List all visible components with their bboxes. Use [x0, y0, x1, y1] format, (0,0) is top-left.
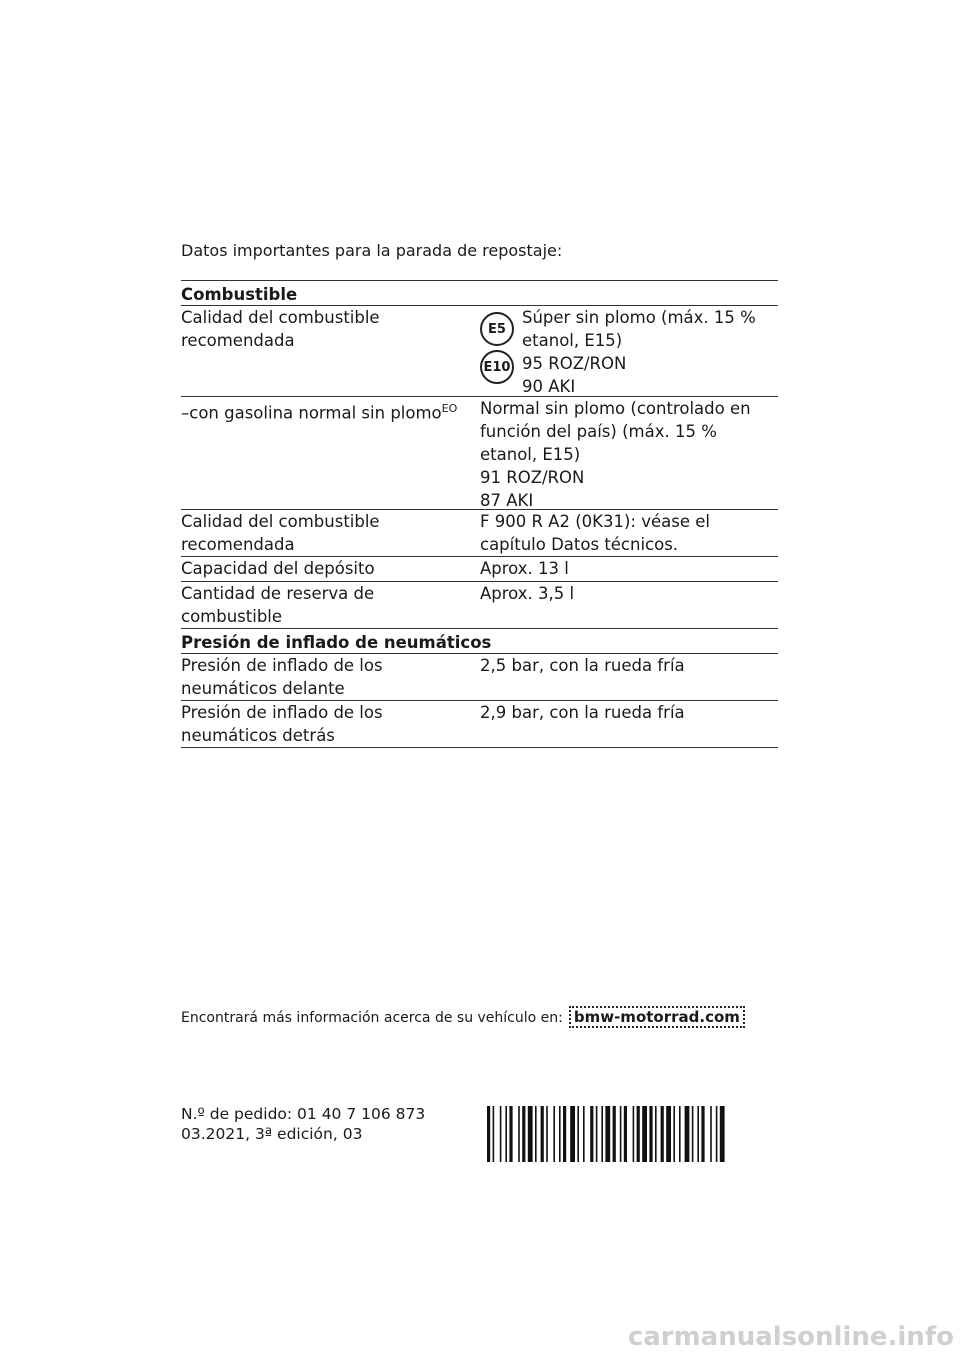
barcode-bar [655, 1106, 657, 1162]
barcode-bar [522, 1106, 525, 1162]
barcode-bar [487, 1106, 490, 1162]
barcode-bar [559, 1106, 561, 1162]
barcode-bar [685, 1106, 690, 1162]
row-value: 2,5 bar, con la rueda fría [480, 656, 685, 675]
e10-badge-icon: E10 [480, 350, 514, 384]
barcode-bar [710, 1106, 712, 1162]
row-value: Aprox. 3,5 l [480, 584, 575, 603]
barcode-icon [487, 1106, 777, 1162]
barcode-bar [666, 1106, 671, 1162]
watermark-text: carmanualsonline.info [627, 1322, 954, 1352]
edition-info: 03.2021, 3ª edición, 03 [181, 1125, 363, 1143]
footer-info [181, 1008, 745, 1026]
barcode-bar [493, 1106, 495, 1162]
barcode-bar [692, 1106, 694, 1162]
table-row [181, 306, 778, 396]
table-row [181, 557, 778, 581]
barcode-bar [620, 1106, 622, 1162]
barcode-bar [605, 1106, 610, 1162]
table-row [181, 397, 778, 509]
barcode-bar [535, 1106, 537, 1162]
barcode-bar [583, 1106, 585, 1162]
barcode-bar [590, 1106, 593, 1162]
barcode-bar [553, 1106, 555, 1162]
row-label: Cantidad de reserva de combustible [181, 584, 375, 626]
order-info [181, 1104, 425, 1144]
row-label: Presión de inflado de los neumáticos delante [181, 656, 383, 698]
barcode-bar [505, 1106, 507, 1162]
barcode-bar [649, 1106, 652, 1162]
intro-text: Datos importantes para la parada de repostaje: [181, 241, 563, 260]
barcode-bar [570, 1106, 575, 1162]
barcode-bar [541, 1106, 544, 1162]
row-value: Súper sin plomo (máx. 15 % etanol, E15) [522, 308, 756, 350]
barcode-bar [528, 1106, 533, 1162]
barcode-bar [613, 1106, 616, 1162]
barcode-bar [500, 1106, 502, 1162]
section-title-fuel: Combustible [181, 285, 298, 304]
barcode-bar [518, 1106, 520, 1162]
barcode-bar [720, 1106, 725, 1162]
row-label: Capacidad del depósito [181, 559, 375, 578]
row-value: 2,9 bar, con la rueda fría [480, 703, 685, 722]
row-value: Normal sin plomo (controlado en función del país) (máx. 15 % etanol, E15) [480, 399, 751, 464]
footer-text: Encontrará más información acerca de su vehículo en: [181, 1010, 563, 1026]
table-row [181, 582, 778, 628]
barcode-bar [637, 1106, 640, 1162]
barcode-bar [563, 1106, 566, 1162]
row-value: 91 ROZ/RON [480, 468, 585, 487]
barcode-bar [577, 1106, 579, 1162]
barcode-bar [601, 1106, 603, 1162]
barcode-bar [546, 1106, 548, 1162]
row-value: 95 ROZ/RON [522, 354, 627, 373]
barcode-bar [716, 1106, 718, 1162]
barcode-bar [701, 1106, 704, 1162]
barcode-bar [673, 1106, 675, 1162]
table-row [181, 510, 778, 556]
row-label: Calidad del combustible recomendada [181, 308, 380, 350]
row-label: Calidad del combustible recomendada [181, 512, 380, 554]
barcode-bar [596, 1106, 598, 1162]
row-value: F 900 R A2 (0K31): véase el capítulo Datos técnicos. [480, 512, 710, 554]
table-row [181, 701, 778, 747]
barcode-bar [642, 1106, 647, 1162]
barcode-bar [624, 1106, 627, 1162]
row-label: –con gasolina normal sin plomo [181, 403, 442, 423]
barcode-bar [679, 1106, 681, 1162]
row-value: Aprox. 13 l [480, 559, 569, 578]
row-value: 90 AKI [522, 377, 576, 396]
refuel-table [181, 280, 778, 748]
barcode-bar [509, 1106, 512, 1162]
section-title-pressure: Presión de inflado de neumáticos [181, 633, 492, 652]
e5-badge-icon: E5 [480, 312, 514, 346]
table-row [181, 654, 778, 700]
row-label: Presión de inflado de los neumáticos detrás [181, 703, 383, 745]
row-value: 87 AKI [480, 491, 534, 510]
barcode-bar [633, 1106, 635, 1162]
footnote-marker: EO [441, 402, 458, 415]
barcode-bar [697, 1106, 699, 1162]
order-number: N.º de pedido: 01 40 7 106 873 [181, 1105, 426, 1123]
barcode-bar [661, 1106, 664, 1162]
website-link[interactable]: bmw-motorrad.com [569, 1006, 745, 1028]
